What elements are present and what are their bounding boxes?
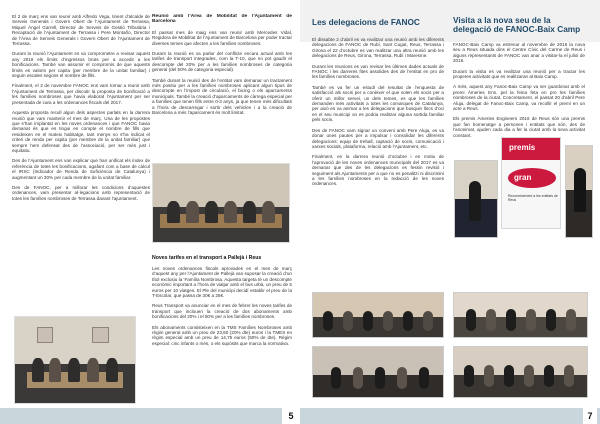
photo-person — [106, 358, 118, 382]
photo-person — [564, 365, 574, 387]
photo-person — [49, 358, 61, 382]
photo-person — [68, 358, 80, 382]
group-photo-2 — [453, 292, 588, 338]
photo-person — [363, 311, 373, 331]
photo-person — [167, 201, 181, 223]
photo-wall — [153, 164, 289, 207]
photo-person — [486, 309, 496, 331]
photo-person — [331, 367, 341, 389]
photo-person — [466, 309, 476, 331]
photo-wall — [15, 317, 135, 364]
paragraph: Durant la reunió l’Ajuntament es va comprometre a revisar aquest any 2016 els límits d’ingressos bruts per a accedir a les bonificacions. També van assumir el compromís de que aquests límits es valorin per capita (per membre de la unitat familiar) i seguin escales segons el nombre de fills. — [12, 51, 150, 79]
photo-person — [504, 365, 514, 387]
photo-frame — [92, 327, 109, 342]
paragraph: Les noves ordenances fiscals aprovades en el mes de març d’aquest any per l’Ajuntament de Pallejà van suposar la creació d’un títol exclusiu la ‘Família Nombrosa. Aquesta targeta té un descompte econòmic important a l’hora de viatjar amb el bus urbà, un preu de 5 euros per 10 viatges. El Ple del municipi decidí establir el preu de la T-Escolar, que passa de 30€ a 25€. — [152, 266, 292, 299]
section-heading: Les delegacions de FANOC — [312, 17, 420, 27]
award-photo-left — [454, 160, 498, 238]
photo-person — [544, 365, 554, 387]
paragraph: El dissabte 2 d’abril es va realitzar una reunió amb les diferents delegacions de FANOC de Rubí, Sant Cugat, Reus, Terrassa i Girona el 22 d’octubre es van realitzar una altra reunió amb les delegacions de Reus, Girona, Terrassa, Rubí i Maresme. — [312, 37, 444, 59]
photo-person — [526, 309, 536, 331]
photo-person — [243, 201, 257, 223]
photo-person — [205, 201, 219, 223]
left-column-1 — [12, 14, 150, 312]
photo-person — [484, 365, 494, 387]
paragraph: Finalment, el 2 de novembre FANOC ens vam tornar a reunir amb l’Ajuntament de Terrassa, per discutir la proposta de bonificació a les famílies nombroses que havia elaborat l’Ajuntament per ser presentada de cara a les ordenances fiscals del 2017. — [12, 83, 150, 105]
meeting-photo-left — [14, 316, 136, 404]
left-column-2b — [152, 266, 292, 406]
paragraph: Des de FANOC, per a millorar les condicions d’aquestes ordenances, vam presentar al·legacions amb representació de totes les famílies nombroses de Terrassa davant l’ajuntament. — [12, 184, 150, 201]
group-photo-4 — [453, 346, 588, 398]
group-photo-1 — [312, 292, 444, 338]
award-photo-right — [565, 145, 593, 238]
photo-person — [464, 365, 474, 387]
photo-person — [403, 311, 413, 331]
paragraph: Durant la reunió es va parlar del conflicte encara actual amb les tarifes de transport integrades, com la T-10, que no pot gaudir el descompte del 20% per a les famílies nombroses de categoria general (del 50% de categoria especial). — [152, 51, 292, 73]
paragraph: Aquesta proposta recull algun dels aspectes parlats en la darrera reunió que vam mantenir el mes de març. Una de les propostes que s’han implantat en les noves ordenances i que FANOC havia demanat és que es tingui en compte el nombre de fills que resideixen en el mateix habitatge, tant menys no s’ha indicat el criteri de renda per capita (per membre de la unitat familiar) que sempre hem defensat des de l’associació, per ser més just i equitatiu. — [12, 110, 150, 153]
page-number: 5 — [282, 408, 300, 424]
footer-bar — [0, 408, 282, 424]
paragraph: També es va fer un estudi del resultat de l’enquesta de satisfacció als socis per a conèixer el que volen els socis per a oferir un millor servei, un dels temes, es que les famílies demanden més activitats a totes les comarques de Catalunya, per això es va animar a les delegacions que busquin llocs d’oci en el seu municipi on es podria realitzar alguna sortida familiar pels socis. — [312, 84, 444, 123]
right-column-1 — [312, 37, 444, 270]
group-photo-3 — [312, 346, 444, 398]
paragraph: També durant la reunió des de l’entitat vam demanar un tractament més positiu per a les famílies nombroses aplicant algun tipus de descompte en l’impost de circulació, el bicing o els aparcaments municipals. També la creació d’aparcaments de càrrega especial per a famílies que tenen fills entre 0-3 anys, ja que tenen més dificultats a l’hora de descarregar i sortir dels vehicles i a la creació de Barcelona a més l’aparcament és molt limitat. — [152, 77, 292, 116]
page-number: 7 — [583, 408, 597, 424]
meeting-photo-mobility — [152, 163, 290, 243]
photo-person — [524, 365, 534, 387]
award-poster — [501, 137, 561, 229]
paragraph: Reus Transport va anunciar en el mes de febrer les noves tarifes de transport que inclouen la creació de dos abonaments amb bonificacions del 20% i el 50% per a les famílies nombroses. — [152, 303, 292, 320]
paragraph: A més, aquest any Fanoc-Baix Camp va ser guardonat amb el premi Àmeries Ens. pel la feina feta en pro les famílies nombroses de la ciutat. Concretament, el passat 20 d’abril Pere Aluja, delegat de Fanoc-Baix Camp, va recollir el premi en un acte a Reus. — [453, 84, 585, 112]
poster-subtitle: Reconeixement a les entitats de Reus — [508, 194, 558, 203]
photo-person — [419, 367, 429, 389]
paragraph: Des de FANOC vam signar un conveni amb Pere Aluja, es va donar unes pautes per a impulsar i consolidar les diferents delegacions: equip de treball, captació de socis, comunicació i xarxes socials, plataforma, relació amb l’Ajuntament, etc. — [312, 127, 444, 149]
photo-person — [353, 367, 363, 389]
photo-person — [343, 311, 353, 331]
page-right — [300, 0, 600, 424]
paragraph: FANOC-Baix Camp va estrenar al novembre de 2015 la nova seu a Reus situada dins el Centre Cívic del Carme de Reus i alguns representants de FANOC van anar a visitar-la el juliol de 2016. — [453, 42, 585, 64]
paragraph: Els abonaments consisteixen en la TMS Famílies Nombroses amb règim general amb un preu de 23,60 (20% dte) euros i la TMES en règim especial amb un preu de 14,75 euros (50% de dte). Règim especial: cinc infants o més, o els supòsits que marca la normativa. — [152, 324, 292, 346]
photo-person — [323, 311, 333, 331]
photo-person — [546, 309, 556, 331]
photo-person — [566, 309, 576, 331]
photo-person — [32, 358, 44, 382]
photo-person — [469, 181, 481, 221]
section-heading: Visita a la nova seu de la delegació de FANOC-Baix Camp — [453, 15, 581, 35]
poster-bubble-text: gran — [514, 173, 532, 182]
footer-bar — [300, 408, 600, 424]
photo-person — [423, 311, 433, 331]
photo-person — [224, 201, 238, 223]
paragraph: El 2 de març ens van reunir amb Alfredo Vega, tinent d’alcalde de Serveis Generals i Govern Obert de l’Ajuntament de Terrassa, Miquel Àngel Garrell, Director de Serveis de Gestió Tributària i Recaptació de l’Ajuntament de Terrassa i Pere Montaño, Director de l’Àrea de Serveis Generals i Govern Obert de l’Ajuntament de Terrassa. — [12, 14, 150, 47]
photo-person — [397, 367, 407, 389]
paragraph: Finalment, en la darrera reunió d’octubre i en motiu de l’aprovació de les noves ordenances municipals del 2017 es va demanar que des de les delegacions es fessin revisió i seguiment als Ajuntaments per a que no es penalitzi ni discrimini a les famílies nombroses en la redacció de les noves ordenances. — [312, 154, 444, 187]
paragraph: Durant les reunions es van revisar les últimes dades actuals de FANOC i les darreres fites assolides des de l’entitat en pro de les famílies nombroses. — [312, 63, 444, 80]
photo-person — [87, 358, 99, 382]
paragraph: El passat mes de maig ens van reunir amb Mercedes Vidal, Regidora de Mobilitat de l’Ajuntament de Barcelona per poder tractar diverses temes que afecten a les famílies nombroses. — [152, 29, 292, 46]
photo-person — [506, 309, 516, 331]
photo-person — [383, 311, 393, 331]
paragraph: Els premis Àmeries Engineers 2016 de Reus són una premis que fan homenatge a persones i entitats que són, des de l’anonimat, ajuden cada dia a fer la ciutat amb la seva activitat constant. — [453, 116, 585, 138]
photo-person — [186, 201, 200, 223]
photo-person — [262, 201, 276, 223]
paragraph: Des de l’Ajuntament ens van explicar que han unificat els índex de referència de totes les bonificacions, agafant com a base de càlcul el IRSC (Indicador de Renda de Suficiència de Catalunya) i augmentant un 30% per cada membre de la unitat familiar. — [12, 158, 150, 180]
photo-person — [574, 168, 586, 212]
poster-logo: premis — [509, 143, 536, 152]
section-heading: Noves tarifes en el transport a Pallejà i Reus — [152, 255, 262, 261]
paragraph: Durant la visita es va realitzar una reunió per a tractar les properes activitats que es realitzaran al Baix Camp. — [453, 68, 585, 80]
photo-frame — [37, 327, 54, 342]
section-heading: Reunió amb l’Àrea de Mobilitat de l’Ajuntament de Barcelona — [152, 14, 292, 25]
photo-person — [375, 367, 385, 389]
